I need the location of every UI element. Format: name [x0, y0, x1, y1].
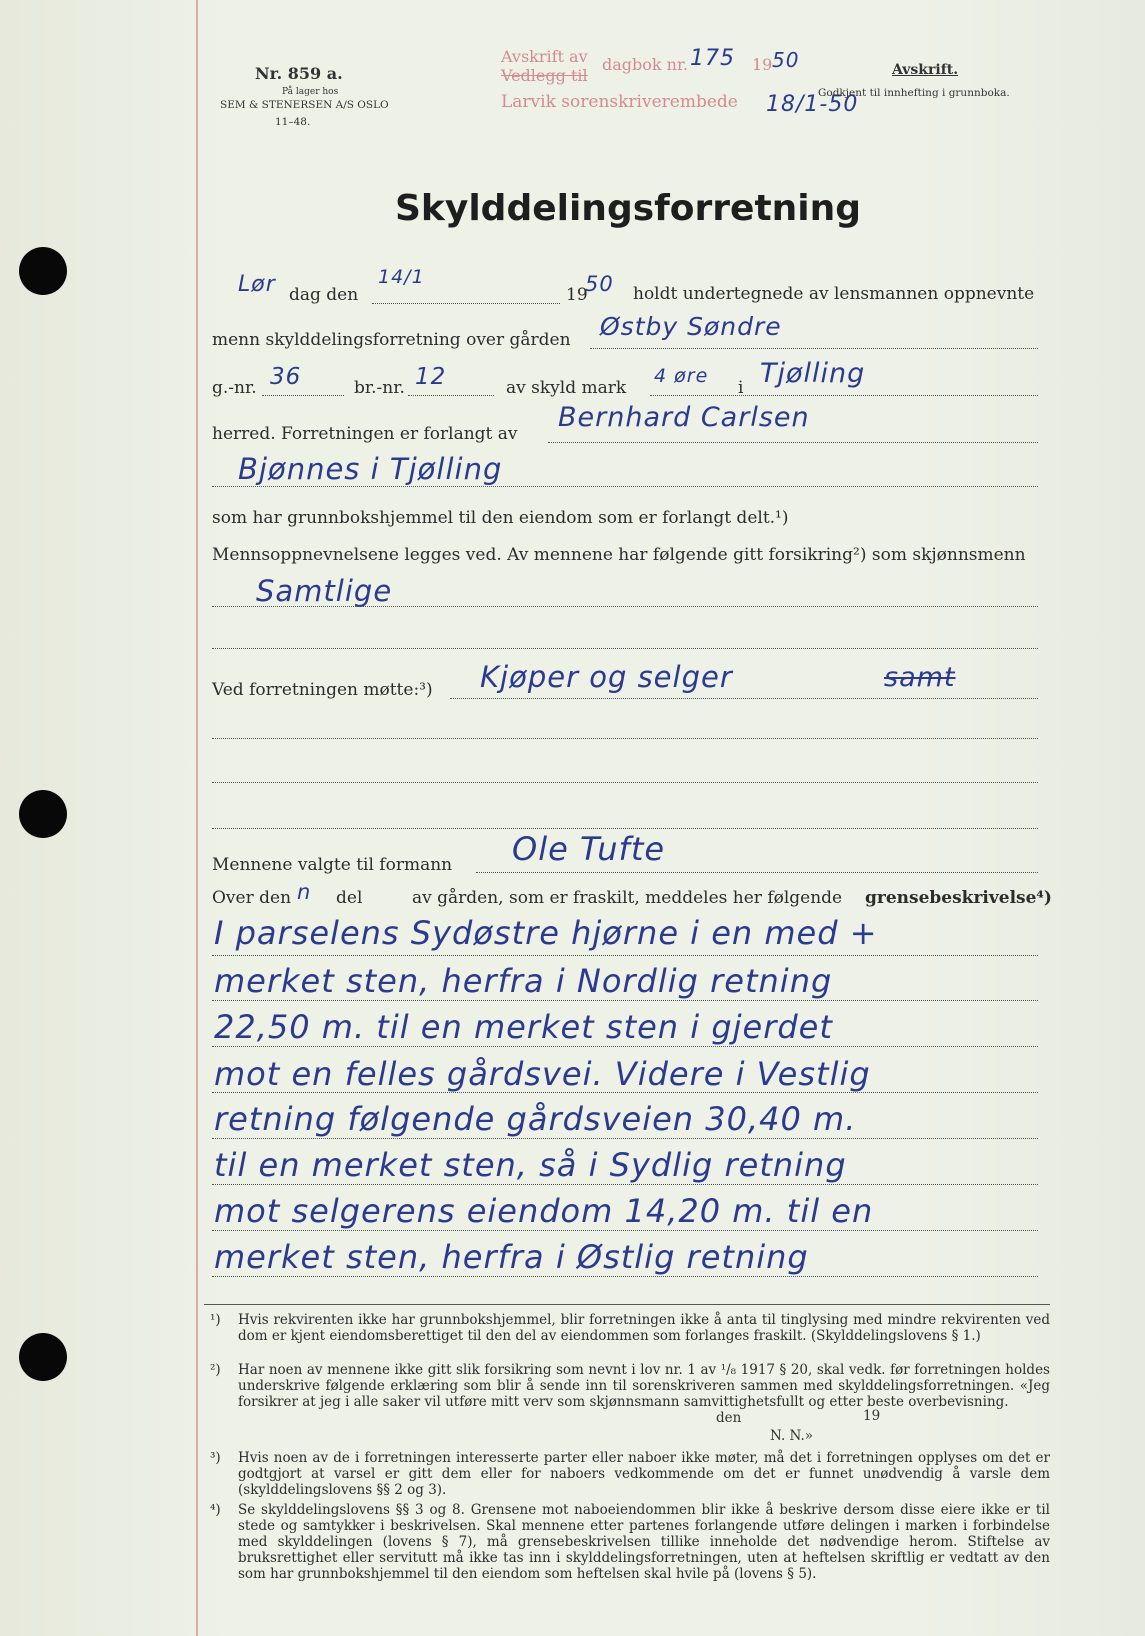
form-number: Nr. 859 a.	[255, 64, 343, 83]
chairman-label: Mennene valgte til formann	[212, 855, 453, 875]
fill-line	[548, 442, 1038, 443]
footnote-text: Se skylddelingslovens §§ 3 og 8. Grensene mot naboeiendommen blir ikke å beskrive dersom disse eiere ikke er til stede og samtykker i beskrivelsen. Skal mennene etter partenes forlangende utføre delingen i marken i forbindelse med skylddelingen (lovens § 7), må grensebeskrivelsen tillike inneholde det nødvendige herom. Stiftelse av bruksrettighet eller servitutt må ikke tas inn i skylddelingsforretningen, uten at heftelsen skriftlig er vedtatt av den som har grunnbokshjemmel til den eiendom som heftelsen skal hvile på (lovens § 5).	[238, 1502, 1050, 1582]
fill-line	[262, 395, 344, 396]
over-tail-text: av gården, som er fraskilt, meddeles her følgende	[412, 888, 843, 908]
publisher: SEM & STENERSEN A/S OSLO	[220, 99, 389, 111]
stamp-attachment: Vedlegg til	[501, 66, 588, 85]
stamp-date: 18/1-50	[766, 92, 859, 117]
skyld-label: av skyld mark	[506, 378, 627, 398]
grunnbok-text: som har grunnbokshjemmel til den eiendom som er forlangt delt.¹)	[212, 508, 789, 528]
fill-line	[408, 395, 494, 396]
line1-text: holdt undertegnede av lensmannen oppnevnte	[633, 284, 1035, 304]
fill-line	[590, 348, 1038, 349]
footnote-text: Har noen av mennene ikke gitt slik forsikring som nevnt i lov nr. 1 av ¹/₈ 1917 § 20, skal vedk. før forretningen holdes underskrive følgende erklæring som blir å sende inn til sorenskriveren sammen med skylddelingsforretningen. «Jeg forsikrer at jeg i alle saker vil utføre mitt verv som skjønnsmann samvittighetsfullt og etter beste overbevisning.	[238, 1362, 1050, 1410]
stamp-office: Larvik sorenskriverembede	[501, 92, 738, 112]
punch-hole-top	[19, 247, 67, 295]
bnr-handwritten: 12	[415, 364, 447, 390]
approval-note: Godkjent til innhefting i grunnboka.	[818, 87, 1010, 99]
attendance-label: Ved forretningen møtte:³)	[212, 680, 433, 700]
in-label: i	[738, 378, 744, 398]
stamp-journal-number: 175	[690, 46, 735, 71]
stamp-journal-label: dagbok nr.	[602, 55, 688, 74]
description-line: mot selgerens eiendom 14,20 m. til en	[214, 1192, 874, 1230]
footnote-rule	[204, 1304, 1050, 1305]
footnote-1	[210, 1312, 1050, 1344]
boundary-label: grensebeskrivelse⁴)	[865, 888, 1052, 908]
stamp-copy-of: Avskrift av	[501, 47, 588, 66]
page-title: Skylddelingsforretning	[395, 188, 862, 229]
description-line: I parselens Sydøstre hjørne i en med +	[214, 914, 878, 952]
year-handwritten: 50	[585, 272, 614, 296]
footnote-3	[210, 1450, 1050, 1498]
fill-line	[212, 955, 1038, 956]
fill-line	[212, 738, 1038, 739]
punch-hole-middle	[19, 790, 67, 838]
fill-line	[212, 606, 1038, 607]
day-label: dag den	[289, 285, 359, 305]
footnote-number: ⁴)	[210, 1502, 221, 1518]
footnote-4	[210, 1502, 1050, 1582]
requester-handwritten: Bernhard Carlsen	[558, 402, 810, 433]
municipality-handwritten: Tjølling	[760, 358, 866, 389]
gnr-handwritten: 36	[270, 364, 302, 390]
stamp-year-prefix: 19	[752, 55, 773, 74]
description-line: til en merket sten, så i Sydlig retning	[214, 1146, 847, 1184]
del-label: del	[336, 888, 363, 908]
attendance-handwritten: Kjøper og selger	[480, 660, 733, 694]
mennsoppnevnelse-text: Mennsoppnevnelsene legges ved. Av mennene har følgende gitt forsikring²) som skjønnsmenn	[212, 545, 1026, 565]
herred-text: herred. Forretningen er forlangt av	[212, 424, 518, 444]
copy-label: Avskrift.	[892, 62, 959, 78]
samtlige-handwritten: Samtlige	[256, 574, 393, 608]
fill-line	[212, 1092, 1038, 1093]
farm-name-handwritten: Østby Søndre	[600, 312, 782, 341]
stamp-year: 50	[772, 48, 800, 72]
punch-hole-bottom	[19, 1333, 67, 1381]
margin-line	[196, 0, 198, 1636]
footnote-number: ²)	[210, 1362, 221, 1378]
bnr-label: br.-nr.	[354, 378, 405, 398]
fill-line	[212, 828, 1038, 829]
struck-word-handwritten: samt	[884, 662, 956, 693]
fill-line	[212, 648, 1038, 649]
fill-line	[212, 1276, 1038, 1277]
fill-line	[372, 303, 560, 304]
weekday-handwritten: Lør	[238, 272, 276, 297]
fill-line	[476, 872, 1038, 873]
fill-line	[212, 1138, 1038, 1139]
chairman-handwritten: Ole Tufte	[512, 830, 666, 868]
fill-line	[450, 698, 1038, 699]
description-line: mot en felles gårdsvei. Videre i Vestlig	[214, 1055, 871, 1093]
gnr-label: g.-nr.	[212, 378, 257, 398]
edition: 11–48.	[275, 116, 311, 128]
description-line: merket sten, herfra i Østlig retning	[214, 1238, 809, 1276]
skyld-handwritten: 4 øre	[654, 365, 709, 387]
footnote-year-prefix: 19	[863, 1408, 881, 1424]
footnote-text: Hvis noen av de i forretningen interesserte parter eller naboer ikke møter, må det i forretningen opplyses om det er godtgjort at varsel er gitt dem eller for naboers vedkommende om det er funnet unødvendig å varsle dem (skylddelingslovens §§ 2 og 3).	[238, 1450, 1050, 1498]
description-line: 22,50 m. til en merket sten i gjerdet	[214, 1008, 833, 1046]
fill-line	[212, 486, 1038, 487]
footnote-date-label: den	[716, 1410, 742, 1426]
footnote-number: ³)	[210, 1450, 221, 1466]
fill-line	[212, 1046, 1038, 1047]
fill-line	[212, 1000, 1038, 1001]
availability-note: På lager hos	[282, 87, 339, 97]
footnote-signature: N. N.»	[770, 1428, 814, 1444]
fill-line	[212, 1230, 1038, 1231]
fill-line	[650, 395, 1038, 396]
footnote-2	[210, 1362, 1050, 1410]
over-label: Over den	[212, 888, 292, 908]
fill-line	[212, 782, 1038, 783]
year-prefix: 19	[566, 285, 588, 305]
date-handwritten: 14/1	[378, 266, 425, 288]
description-line: merket sten, herfra i Nordlig retning	[214, 962, 833, 1000]
line2-text: menn skylddelingsforretning over gården	[212, 330, 571, 350]
over-handwritten: n	[297, 880, 312, 904]
description-line: retning følgende gårdsveien 30,40 m.	[214, 1100, 857, 1138]
footnote-text: Hvis rekvirenten ikke har grunnbokshjemmel, blir forretningen ikke å anta til tinglysing med mindre rekvirenten ved dom er kjent eiendomsberettiget til den del av eiendommen som forlanges fraskilt. (Skylddelingslovens § 1.)	[238, 1312, 1050, 1344]
footnote-number: ¹)	[210, 1312, 221, 1328]
fill-line	[212, 1184, 1038, 1185]
requester-place-handwritten: Bjønnes i Tjølling	[238, 452, 503, 486]
